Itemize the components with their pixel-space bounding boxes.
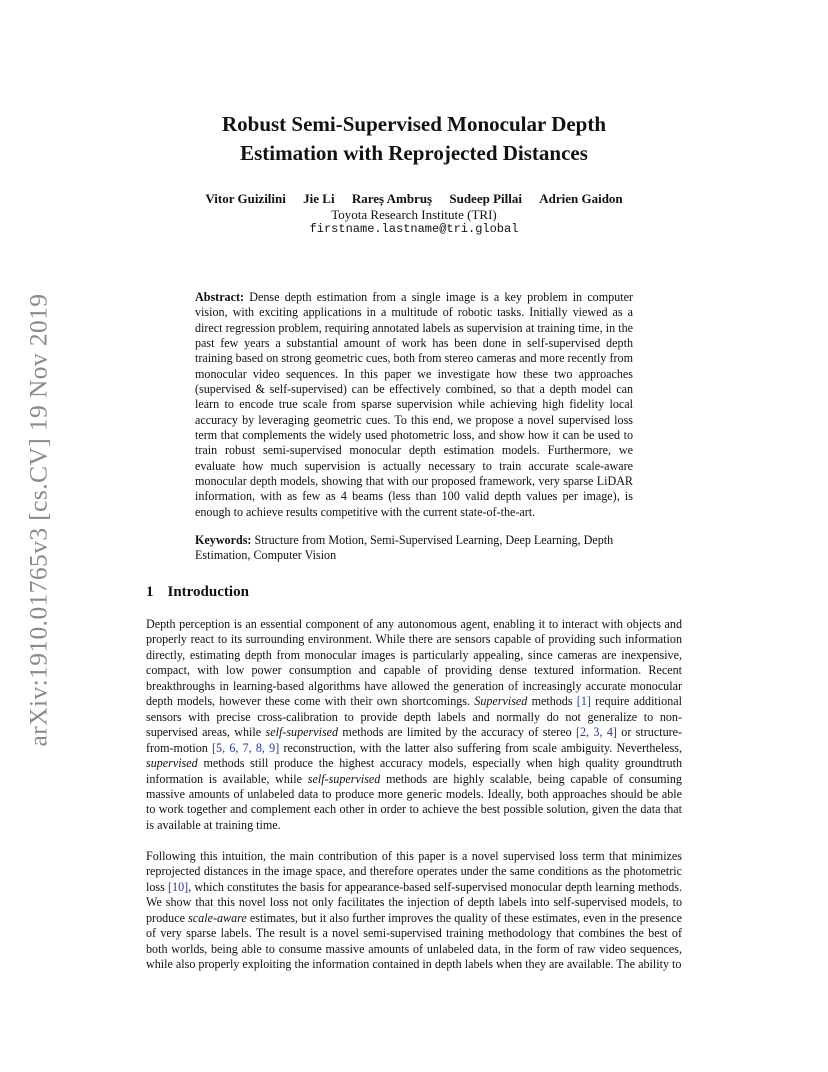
affiliation: Toyota Research Institute (TRI) (331, 207, 497, 222)
keywords-text: Structure from Motion, Semi-Supervised Learning, Deep Learning, Depth Estimation, Computer Vision (195, 533, 614, 563)
abstract (195, 290, 633, 520)
abstract-text: Dense depth estimation from a single image is a key problem in computer vision, with exciting applications in a multitude of robotic tasks. Initially viewed as a direct regression problem, requiring annotated labels as supervision at training time, in the past few years a substantial amount of work has been done in self-supervised depth training based on strong geometric cues, both from stereo cameras and more recently from monocular video sequences. In this paper we investigate how these two approaches (supervised & self-supervised) can be effectively combined, so that a depth model can learn to encode true scale from sparse supervision while achieving high fidelity local accuracy by leveraging geometric cues. To this end, we propose a novel supervised loss term that complements the widely used photometric loss, and show how it can be used to train robust semi-supervised monocular depth estimation models. Furthermore, we evaluate how much supervision is actually necessary to train accurate scale-aware monocular depth models, showing that with our proposed framework, very sparse LiDAR information, with as few as 4 beams (less than 100 valid depth values per image), is enough to achieve results competitive with the current state-of-the-art. (195, 290, 633, 519)
abstract-label: Abstract: (195, 290, 245, 304)
author-name: Rareș Ambruș (351, 191, 433, 206)
citation-link[interactable]: [10] (168, 879, 189, 894)
arxiv-identifier-text: arXiv:1910.01765v3 [cs.CV] 19 Nov 2019 (23, 293, 53, 747)
emphasis: supervised (146, 756, 198, 771)
text-run: methods are highly scalable, being capable of consuming massive amounts of unlabeled data to produce more generic models. Ideally, both approaches should be able to work together and complement each other in order to achieve the best possible solution, given the data that is available at training time. (146, 771, 682, 832)
text-run: Depth perception is an essential component of any autonomous agent, enabling it to interact with objects and properly react to its surrounding environment. While there are sensors capable of providing such information directly, estimating depth from monocular images is particularly appealing, since cameras are inexpensive, compact, with low power consumption and capable of providing dense textured information. Recent breakthroughs in learning-based algorithms have allowed the generation of increasingly accurate monocular depth models, however these come with their own shortcomings. (146, 617, 682, 709)
section-number: 1 (146, 584, 154, 600)
emphasis: self-supervised (307, 771, 381, 786)
intro-paragraph-2 (146, 849, 682, 973)
text-run: Following this intuition, the main contribution of this paper is a novel supervised loss term that minimizes reprojected distances in the image space, and therefore operates under the same conditions as the photometric loss (146, 849, 682, 894)
text-run: methods still produce the highest accuracy models, especially when high quality groundtruth information is available, while (146, 756, 682, 786)
author-list (150, 190, 678, 207)
author-name: Adrien Gaidon (539, 191, 623, 206)
citation-link[interactable]: [2, 3, 4] (575, 725, 617, 740)
emphasis: Supervised (474, 694, 528, 709)
text-run: estimates, but it also further improves the quality of these estimates, even in the presence of very sparse labels. The result is a novel semi-supervised training methodology that combines the best of both worlds, being able to consume massive amounts of unlabeled data, in the form of raw video sequences, while also properly exploiting the information contained in depth labels when they are available. The ability to (146, 910, 682, 972)
text-run: reconstruction, with the latter also suffering from scale ambiguity. Nevertheless, (283, 740, 683, 755)
text-run: , which constitutes the basis for appearance-based self-supervised monocular depth learning methods. We show that this novel loss not only facilitates the injection of depth labels into self-supervised models, to produce (146, 879, 683, 925)
paper-title (150, 110, 678, 168)
citation-link[interactable]: [5, 6, 7, 8, 9] (212, 740, 280, 755)
author-email: firstname.lastname@tri.global (309, 222, 519, 236)
text-run: or structure-from-motion (146, 725, 683, 755)
author-name: Jie Li (303, 191, 335, 206)
keywords-label: Keywords: (195, 533, 252, 547)
emphasis: self-supervised (265, 725, 339, 740)
arxiv-identifier-stamp (16, 280, 60, 760)
keywords (195, 533, 633, 564)
section-heading (146, 583, 249, 601)
author-name: Sudeep Pillai (449, 191, 522, 206)
citation-link[interactable]: [1] (576, 694, 591, 709)
text-run: require additional sensors with precise cross-calibration to provide depth labels and normally do not generalize to non-supervised areas, while (146, 694, 682, 740)
author-name: Vitor Guizilini (205, 191, 286, 206)
title-line-1: Robust Semi-Supervised Monocular Depth (221, 112, 607, 136)
text-run: methods are limited by the accuracy of stereo (342, 725, 572, 740)
section-title: Introduction (167, 584, 249, 600)
title-line-2: Estimation with Reprojected Distances (240, 141, 588, 165)
text-run: methods (531, 694, 573, 709)
intro-paragraph-1 (146, 617, 682, 833)
emphasis: scale-aware (188, 910, 247, 925)
